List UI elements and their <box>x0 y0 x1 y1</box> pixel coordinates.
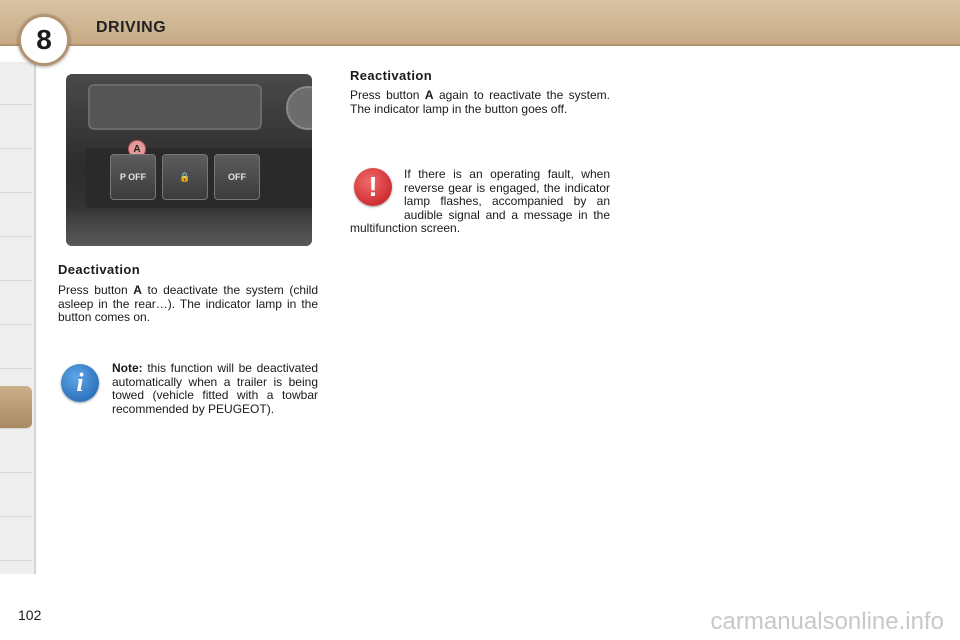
side-tab[interactable] <box>0 430 32 473</box>
warning-icon-spacer <box>350 168 404 222</box>
side-tab[interactable] <box>0 518 32 561</box>
lock-button: 🔒 <box>162 154 208 200</box>
control-knob <box>286 86 312 130</box>
side-tab[interactable] <box>0 238 32 281</box>
side-tab[interactable] <box>0 106 32 149</box>
photo-vignette <box>66 206 312 246</box>
deactivation-text: Press button A to deactivate the system (child asleep in the rear…). The indicator lamp in the button comes on. <box>58 283 318 324</box>
reactivation-heading: Reactivation <box>350 68 433 83</box>
reactivation-text: Press button A again to reactivate the system. The indicator lamp in the button goes off. <box>350 88 610 116</box>
chapter-title: DRIVING <box>96 19 167 36</box>
side-tab[interactable] <box>0 150 32 193</box>
alarm-off-button: OFF <box>214 154 260 200</box>
park-sensor-off-button: P OFF <box>110 154 156 200</box>
deactivation-heading: Deactivation <box>58 262 141 277</box>
page-number: 102 <box>18 607 42 623</box>
warning-text: If there is an operating fault, when reverse gear is engaged, the indicator lamp flashes, accompanied by an audible signal and a message in the multifunction screen. <box>350 167 610 235</box>
ventilation-panel <box>88 84 262 130</box>
side-tab[interactable] <box>0 194 32 237</box>
dashboard-buttons-photo <box>66 74 312 246</box>
side-tab[interactable] <box>0 326 32 369</box>
button-a-callout: A <box>128 140 146 158</box>
side-tab[interactable] <box>0 474 32 517</box>
warning-icon: ! <box>354 168 392 206</box>
chapter-number-badge: 8 <box>18 14 70 66</box>
watermark: carmanualsonline.info <box>710 608 944 635</box>
chapter-side-tabs <box>0 62 36 574</box>
side-tab[interactable] <box>0 282 32 325</box>
note-text: Note: this function will be deactivated automatically when a trailer is being towed (vehicle fitted with a towbar recommended by PEUGEOT). <box>112 361 318 416</box>
info-icon: i <box>61 364 99 402</box>
side-tab-active[interactable] <box>0 386 32 429</box>
side-tab[interactable] <box>0 62 32 105</box>
